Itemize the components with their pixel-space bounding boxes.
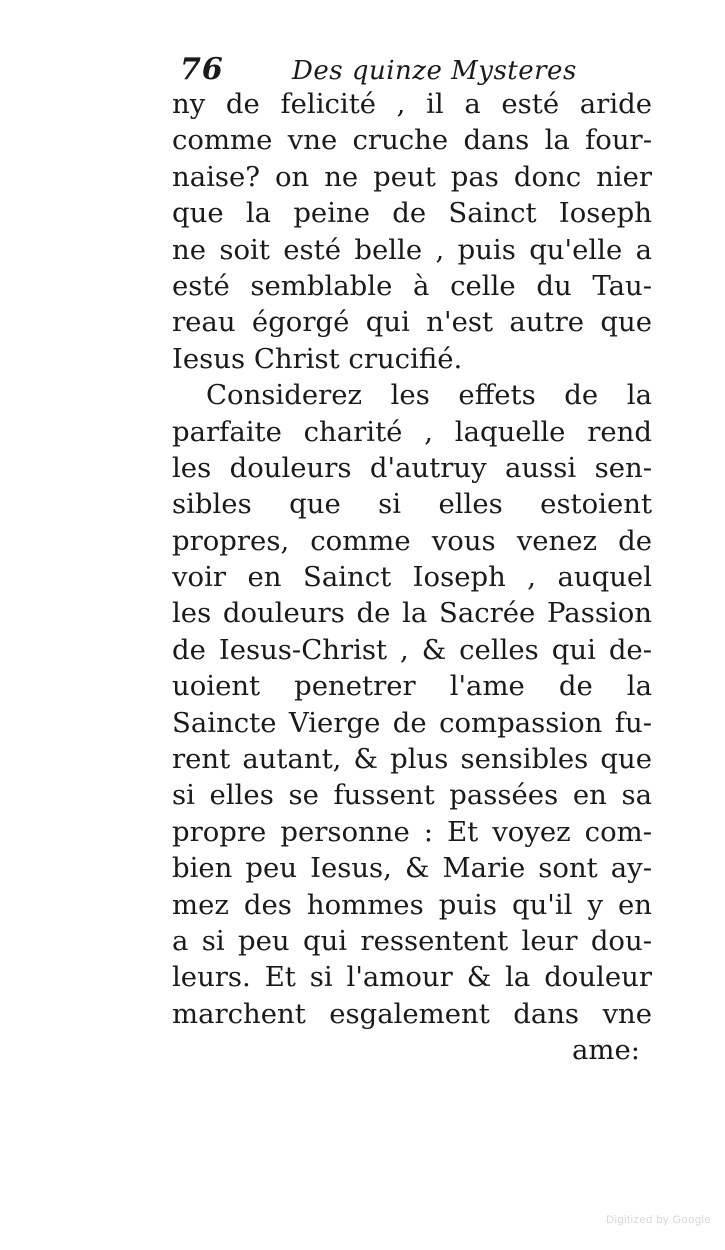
paragraph-start-line: Considerez les effets de la [206,379,652,412]
text-line: Iesus Christ crucifié. [172,342,463,375]
text-line: propres, comme vous venez de [172,524,652,557]
text-line: ny de felicité , il a esté aride [172,88,652,120]
text-line: uoient penetrer l'ame de la [172,670,652,703]
text-line: si elles se fussent passées en sa [172,779,652,812]
text-line: parfaite charité , laquelle rend [172,415,652,448]
text-line: Saincte Vierge de compassion fu- [172,706,652,739]
text-line: rent autant, & plus sensibles que [172,743,652,776]
text-line: mez des hommes puis qu'il y en [172,888,652,921]
page-number: 76 [180,52,224,87]
text-line: les douleurs de la Sacrée Passion [172,597,652,630]
text-line: bien peu Iesus, & Marie sont ay- [172,852,652,885]
text-line: marchent esgalement dans vne [172,997,652,1030]
catchword: ame: [571,1034,640,1067]
text-line: a si peu qui ressentent leur dou- [172,924,652,957]
text-line: leurs. Et si l'amour & la douleur [172,961,652,994]
text-line: que la peine de Sainct Ioseph [172,197,652,230]
text-line: propre personne : Et voyez com- [172,815,652,848]
text-line: naise? on ne peut pas donc nier [172,160,652,193]
text-line: de Iesus-Christ , & celles qui de- [172,633,652,666]
text-line: voir en Sainct Ioseph , auquel [172,561,652,594]
text-line: sibles que si elles estoient [172,488,652,521]
running-title: Des quinze Mysteres [292,56,577,86]
digitization-watermark: Digitized by Google [606,1214,711,1226]
text-line: reau égorgé qui n'est autre que [172,306,652,339]
text-line: ne soit esté belle , puis qu'elle a [172,233,652,266]
text-line: comme vne cruche dans la four- [172,124,652,157]
body-text [172,86,652,1069]
text-line: esté semblable à celle du Tau- [172,269,652,302]
text-line: les douleurs d'autruy aussi sen- [172,451,652,484]
